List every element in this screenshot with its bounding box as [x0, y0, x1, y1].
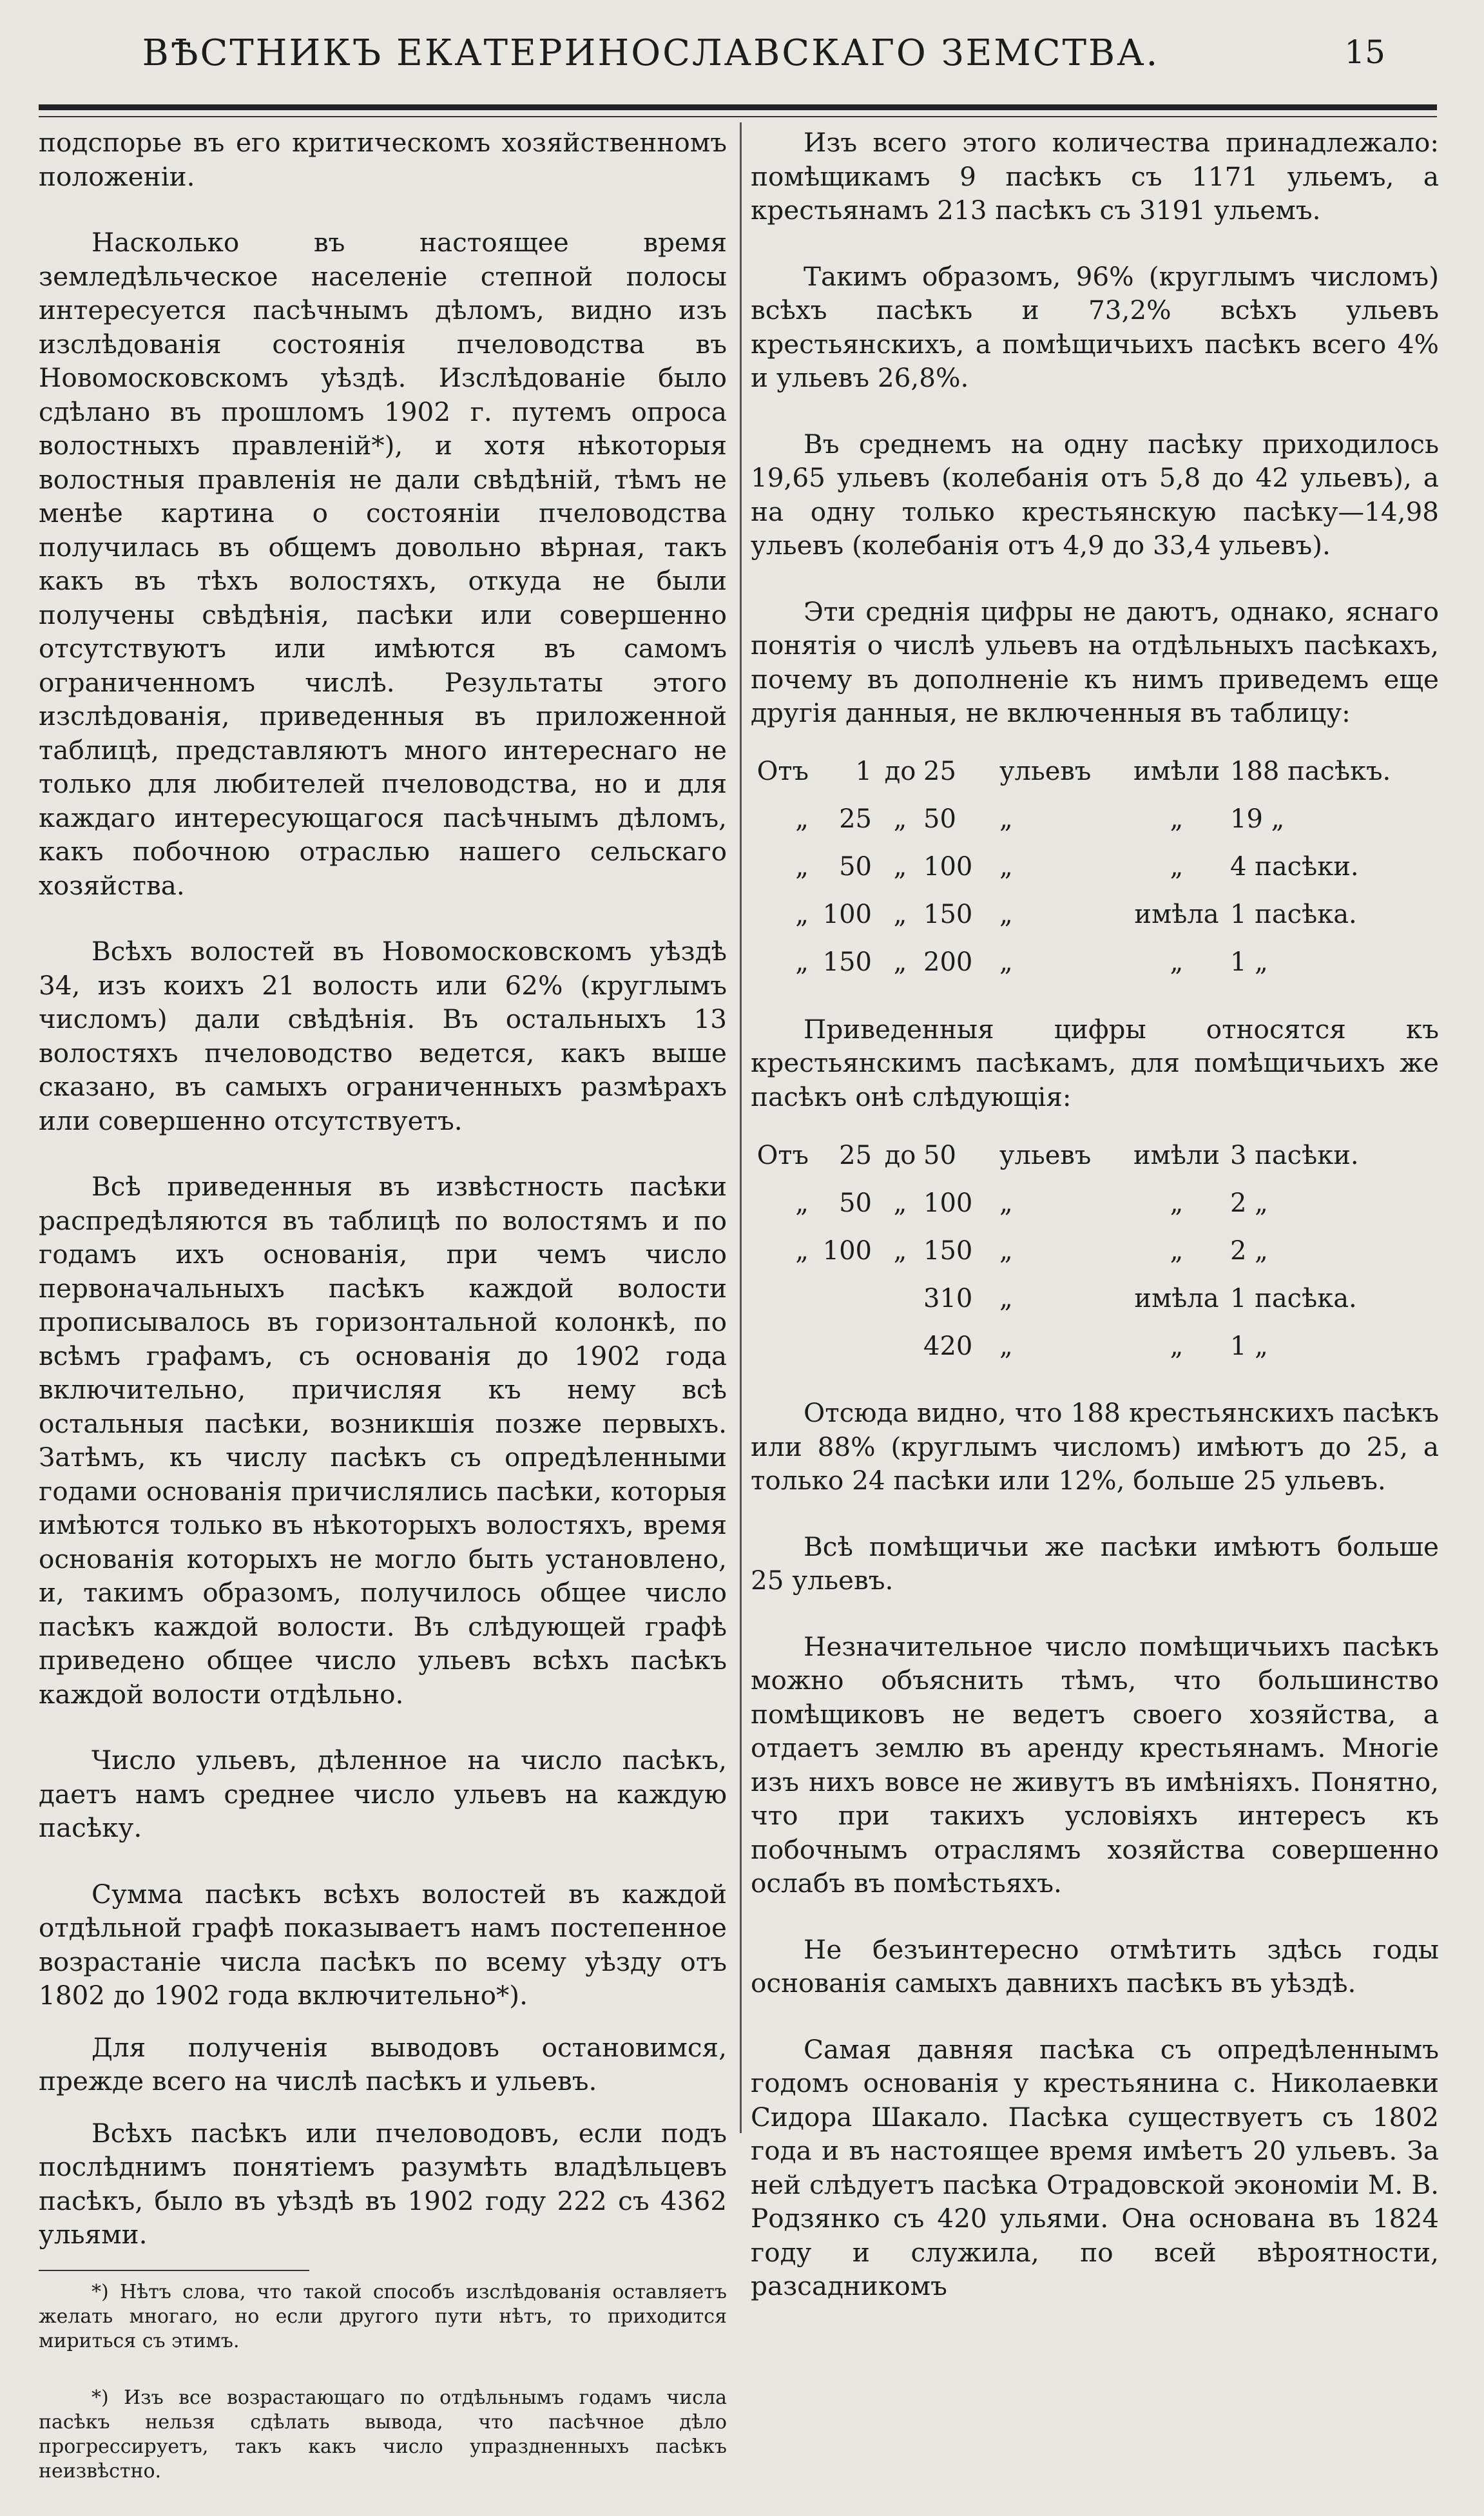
paragraph: Для полученія выводовъ остановимся, прежде всего на числѣ пасѣкъ и ульевъ.	[39, 2031, 727, 2096]
paragraph: Приведенныя цифры относятся къ крестьянскимъ пасѣкамъ, для помѣщичьихъ же пасѣкъ онѣ слѣдующія:	[751, 1013, 1439, 1112]
table-cell: имѣла	[1134, 900, 1219, 930]
table-cell: „	[1170, 804, 1184, 835]
paragraph: Насколько въ настоящее время земледѣльческое населеніе степной полосы интересуется пасѣчнымъ дѣломъ, видно изъ изслѣдованія состоянія пчеловодства въ Новомосковскомъ уѣздѣ. Изслѣдованіе было сдѣлано въ прошломъ 1902 г. путемъ опроса волостныхъ правленій*), и хотя нѣкоторыя волостныя правленія не дали свѣдѣній, тѣмъ не менѣе картина о состояніи пчеловодства получилась въ общемъ довольно вѣрная, такъ какъ въ тѣхъ волостяхъ, откуда не были получены свѣдѣнія, пасѣки или совершенно отсутствуютъ или имѣются въ самомъ ограниченномъ числѣ. Результаты этого изслѣдованія, приведенныя въ приложенной таблицѣ, представляютъ много интереснаго не только для любителей пчеловодства, но и для каждаго интересующагося пасѣчнымъ дѣломъ, какъ побочною отраслью нашего сельскаго хозяйства.	[39, 227, 727, 901]
paragraph: Всѣхъ волостей въ Новомосковскомъ уѣздѣ 34, изъ коихъ 21 волость или 62% (круглымъ числомъ) дали свѣдѣнія. Въ остальныхъ 13 волостяхъ пчеловодство ведется, какъ выше сказано, въ самыхъ ограниченныхъ размѣрахъ или совершенно отсутствуетъ.	[39, 936, 727, 1136]
header-rule-thin	[39, 116, 1437, 117]
paragraph: Всѣ приведенныя въ извѣстность пасѣки распредѣляются въ таблицѣ по волостямъ и по годамъ ихъ основанія, при чемъ число первоначальныхъ пасѣкъ каждой волости прописывалось въ горизонтальной колонкѣ, по всѣмъ графамъ, съ основанія до 1902 года включительно, причисляя къ нему всѣ остальныя пасѣки, возникшія позже первыхъ. Затѣмъ, къ числу пасѣкъ съ опредѣленными годами основанія причислялись пасѣки, которыя имѣются только въ нѣкоторыхъ волостяхъ, время основанія которыхъ не могло быть установлено, и, такимъ образомъ, получилось общее число пасѣкъ каждой волости. Въ слѣдующей графѣ приведено общее число ульевъ всѣхъ пасѣкъ каждой волости отдѣльно.	[39, 1171, 727, 1710]
table-cell: 150	[923, 900, 973, 930]
table-cell: 188 пасѣкъ.	[1230, 757, 1391, 787]
table-cell: „	[795, 900, 809, 930]
table-cell: „	[999, 804, 1013, 835]
table-cell: 2 „	[1230, 1188, 1268, 1218]
table-cell: 50	[839, 1188, 872, 1218]
page-header	[39, 26, 1443, 103]
paragraph: подспорье въ его критическомъ хозяйственномъ положеніи.	[39, 127, 727, 192]
table-cell: „	[999, 852, 1013, 882]
table-row	[751, 844, 1439, 891]
table-row	[751, 891, 1439, 939]
paragraph: Такимъ образомъ, 96% (круглымъ числомъ) всѣхъ пасѣкъ и 73,2% всѣхъ ульевъ крестьянскихъ, а помѣщичьихъ пасѣкъ всего 4% и ульевъ 26,8%.	[751, 260, 1439, 393]
table-row	[751, 939, 1439, 987]
table-cell	[751, 1322, 814, 1370]
paragraph: Отсюда видно, что 188 крестьянскихъ пасѣкъ или 88% (круглымъ числомъ) имѣютъ до 25, а только 24 пасѣки или 12%, больше 25 ульевъ.	[751, 1397, 1439, 1496]
table-cell: 25	[839, 1140, 872, 1170]
table-cell: имѣли	[1133, 757, 1220, 787]
table-cell: имѣла	[1134, 1283, 1219, 1313]
table-cell: 50	[839, 852, 872, 882]
table-cell: ульевъ	[999, 757, 1092, 787]
table-cell: „	[893, 900, 907, 930]
table-cell: имѣли	[1133, 1140, 1220, 1170]
table-cell	[814, 1322, 881, 1370]
table-cell: 25	[839, 804, 872, 835]
table-cell	[881, 1275, 920, 1322]
paragraph: Самая давняя пасѣка съ опредѣленнымъ годомъ основанія у крестьянина с. Николаевки Сидора Шакало. Пасѣка существуетъ съ 1802 года и въ настоящее время имѣетъ 20 ульевъ. За ней слѣдуетъ пасѣка Отрадовской экономіи М. В. Родзянко съ 420 ульями. Она основана въ 1824 году и служила, по всей вѣроятности, разсадникомъ	[751, 2033, 1439, 2301]
table-cell	[814, 1275, 881, 1322]
table-cell: 420	[923, 1331, 973, 1361]
paragraph: Число ульевъ, дѣленное на число пасѣкъ, даетъ намъ среднее число ульевъ на каждую пасѣку.	[39, 1745, 727, 1843]
table-cell: до	[884, 757, 916, 787]
table-cell: 1 „	[1230, 1331, 1268, 1361]
table-row	[751, 1132, 1439, 1179]
table-cell: „	[893, 947, 907, 978]
table-cell: 50	[923, 1140, 956, 1170]
table-row	[751, 1179, 1439, 1227]
table-cell: „	[795, 1188, 809, 1218]
journal-title: ВѢСТНИКЪ ЕКАТЕРИНОСЛАВСКАГО ЗЕМСТВА.	[142, 32, 1160, 74]
table-cell: 4 пасѣки.	[1230, 852, 1359, 882]
table-cell: „	[999, 1283, 1013, 1313]
table-cell: 310	[923, 1283, 973, 1313]
table-cell: 100	[923, 852, 973, 882]
page-number: 15	[1344, 34, 1385, 71]
table-cell: 100	[923, 1188, 973, 1218]
table-cell: „	[893, 1188, 907, 1218]
table-cell: Отъ	[756, 757, 809, 787]
paragraph: Незначительное число помѣщичьихъ пасѣкъ можно объяснить тѣмъ, что большинство помѣщиковъ не ведетъ своего хозяйства, а отдаетъ землю въ аренду крестьянамъ. Многіе изъ нихъ вовсе не живутъ въ имѣніяхъ. Понятно, что при такихъ условіяхъ интересъ къ побочнымъ отраслямъ хозяйства совершенно ослабъ въ помѣстьяхъ.	[751, 1631, 1439, 1899]
table-cell	[751, 1275, 814, 1322]
table-cell: „	[1170, 1331, 1184, 1361]
table-cell: „	[999, 900, 1013, 930]
table-cell: „	[893, 1235, 907, 1266]
landowner-apiary-table	[751, 1132, 1439, 1370]
table-cell: 150	[923, 1235, 973, 1266]
paragraph: Изъ всего этого количества принадлежало: помѣщикамъ 9 пасѣкъ съ 1171 ульемъ, а крестьянамъ 213 пасѣкъ съ 3191 ульемъ.	[751, 127, 1439, 226]
table-cell: 50	[923, 804, 956, 835]
table-cell: „	[893, 804, 907, 835]
table-cell: „	[795, 852, 809, 882]
table-cell: 2 „	[1230, 1235, 1268, 1266]
table-cell: „	[999, 947, 1013, 978]
header-rule-thick	[39, 104, 1437, 110]
column-divider	[740, 122, 742, 2133]
table-row	[751, 1322, 1439, 1370]
footnote: *) Нѣтъ слова, что такой способъ изслѣдованія оставляетъ желать многаго, но если другого пути нѣтъ, то приходится мириться съ этимъ.	[39, 2280, 727, 2352]
table-cell: „	[893, 852, 907, 882]
table-cell: 200	[923, 947, 973, 978]
table-row	[751, 1275, 1439, 1322]
table-cell: 1 пасѣка.	[1230, 900, 1357, 930]
table-cell: 1 „	[1230, 947, 1268, 978]
paragraph: Всѣхъ пасѣкъ или пчеловодовъ, если подъ послѣднимъ понятіемъ разумѣть владѣльцевъ пасѣкъ, было въ уѣздѣ въ 1902 году 222 съ 4362 ульями.	[39, 2117, 727, 2250]
table-cell: 19 „	[1230, 804, 1285, 835]
paragraph: Эти среднія цифры не даютъ, однако, яснаго понятія о числѣ ульевъ на отдѣльныхъ пасѣкахъ, почему въ дополненіе къ нимъ приведемъ еще другія данныя, не включенныя въ таблицу:	[751, 595, 1439, 728]
table-cell: „	[1170, 947, 1184, 978]
table-cell: „	[1170, 852, 1184, 882]
table-cell: „	[795, 804, 809, 835]
table-row	[751, 796, 1439, 844]
table-cell: 3 пасѣки.	[1230, 1140, 1359, 1170]
left-column	[39, 126, 727, 2516]
table-cell: 1 пасѣка.	[1230, 1283, 1357, 1313]
paragraph: Сумма пасѣкъ всѣхъ волостей въ каждой отдѣльной графѣ показываетъ намъ постепенное возрастаніе числа пасѣкъ по всему уѣзду отъ 1802 до 1902 года включительно*).	[39, 1878, 727, 2011]
peasant-apiary-table	[751, 748, 1439, 987]
table-cell: „	[1170, 1235, 1184, 1266]
paragraph: Всѣ помѣщичьи же пасѣки имѣютъ больше 25 ульевъ.	[751, 1531, 1439, 1596]
paragraph: Не безъинтересно отмѣтить здѣсь годы основанія самыхъ давнихъ пасѣкъ въ уѣздѣ.	[751, 1933, 1439, 1998]
table-cell: „	[999, 1235, 1013, 1266]
table-cell: „	[795, 1235, 809, 1266]
table-row	[751, 1227, 1439, 1275]
table-cell: ульевъ	[999, 1140, 1092, 1170]
table-cell: „	[999, 1188, 1013, 1218]
footnote: *) Изъ все возрастающаго по отдѣльнымъ годамъ числа пасѣкъ нельзя сдѣлать вывода, что пасѣчное дѣло прогрессируетъ, такъ какъ число упраздненныхъ пасѣкъ неизвѣстно.	[39, 2386, 727, 2482]
right-column	[751, 126, 1439, 2336]
table-cell: „	[795, 947, 809, 978]
table-row	[751, 748, 1439, 796]
table-cell: 100	[822, 900, 872, 930]
table-cell: до	[884, 1140, 916, 1170]
table-cell: „	[1170, 1188, 1184, 1218]
table-cell: 1	[855, 757, 872, 787]
footnote-rule	[39, 2270, 309, 2271]
table-cell: 100	[822, 1235, 872, 1266]
table-cell: 25	[923, 757, 956, 787]
table-cell: 150	[822, 947, 872, 978]
table-cell: Отъ	[756, 1140, 809, 1170]
table-cell: „	[999, 1331, 1013, 1361]
paragraph: Въ среднемъ на одну пасѣку приходилось 19,65 ульевъ (колебанія отъ 5,8 до 42 ульевъ), а на одну только крестьянскую пасѣку—14,98 ульевъ (колебанія отъ 4,9 до 33,4 ульевъ).	[751, 428, 1439, 561]
table-cell	[881, 1322, 920, 1370]
